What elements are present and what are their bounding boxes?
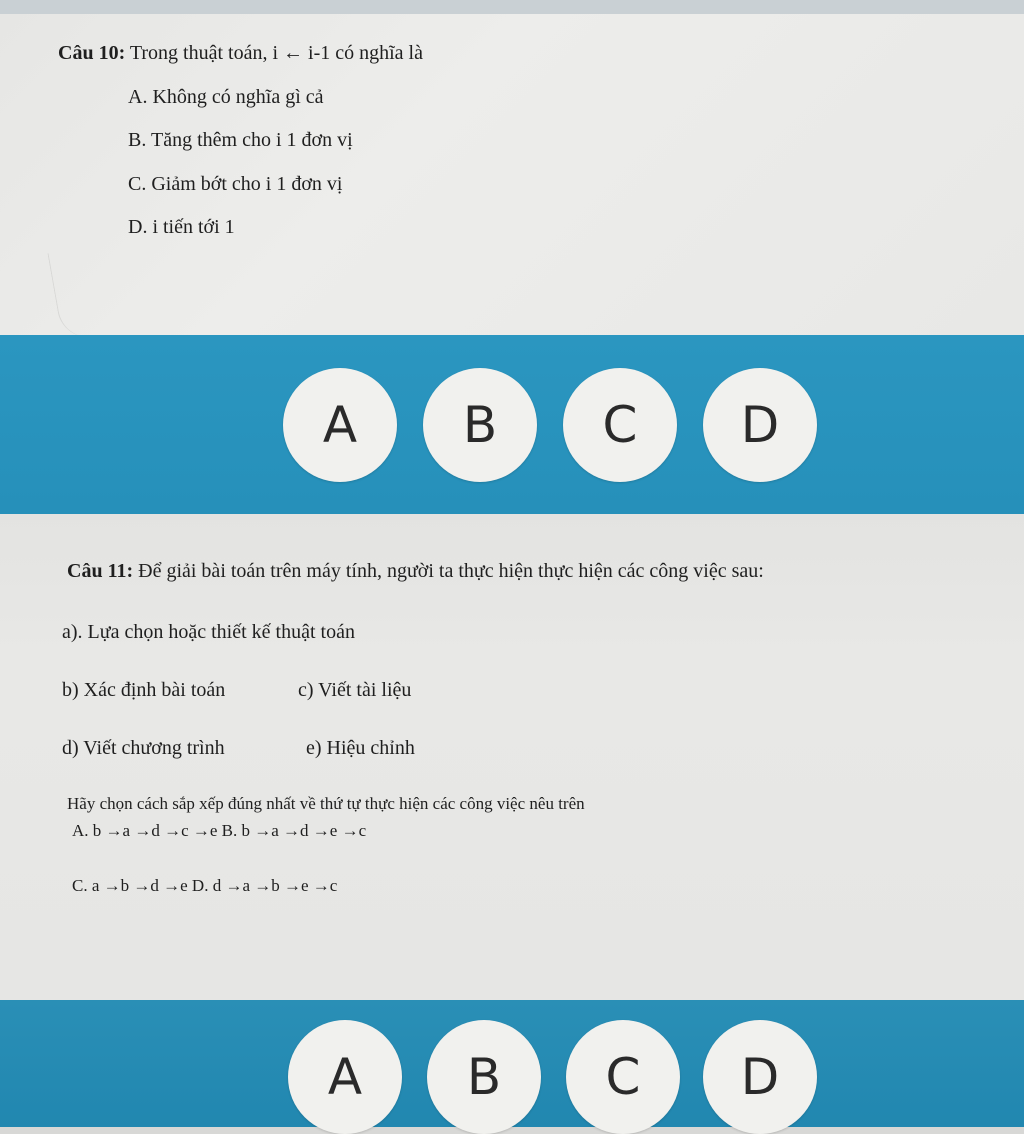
q11-item-d: d) Viết chương trình bbox=[62, 737, 225, 759]
answer-button-c[interactable]: C bbox=[566, 1020, 680, 1134]
top-edge bbox=[0, 0, 1024, 14]
q10-option-c: C. Giảm bớt cho i 1 đơn vị bbox=[128, 173, 343, 195]
q10-option-d: D. i tiến tới 1 bbox=[128, 216, 235, 238]
question-11-text: Để giải bài toán trên máy tính, người ta thực hiện thực hiện các công việc sau: bbox=[138, 560, 764, 582]
answer-bar-q10 bbox=[0, 335, 1024, 514]
q11-item-c: c) Viết tài liệu bbox=[298, 679, 412, 701]
q11-prompt: Hãy chọn cách sắp xếp đúng nhất về thứ tự thực hiện các công việc nêu trên bbox=[67, 794, 585, 813]
question-10-title bbox=[58, 42, 423, 65]
q11-item-a: a). Lựa chọn hoặc thiết kế thuật toán bbox=[62, 621, 355, 643]
question-10-panel bbox=[0, 0, 1024, 335]
answer-bar-q11 bbox=[0, 1000, 1024, 1127]
answer-button-b[interactable]: B bbox=[423, 368, 537, 482]
answer-button-b[interactable]: B bbox=[427, 1020, 541, 1134]
question-11-title bbox=[67, 560, 764, 583]
answer-button-a[interactable]: A bbox=[288, 1020, 402, 1134]
answer-button-d[interactable]: D bbox=[703, 1020, 817, 1134]
question-11-number: Câu 11: bbox=[67, 560, 134, 582]
q11-choices-row-1: A. b →a →d →c →e B. b →a →d →e →c bbox=[72, 821, 367, 840]
answer-button-d[interactable]: D bbox=[703, 368, 817, 482]
q11-choices-row-2: C. a →b →d →e D. d →a →b →e →c bbox=[72, 876, 338, 895]
q11-item-b: b) Xác định bài toán bbox=[62, 679, 226, 701]
answer-button-a[interactable]: A bbox=[283, 368, 397, 482]
question-10-text: Trong thuật toán, i ← i-1 có nghĩa là bbox=[129, 42, 423, 64]
answer-button-c[interactable]: C bbox=[563, 368, 677, 482]
screen-glare bbox=[47, 248, 93, 342]
q11-item-e: e) Hiệu chỉnh bbox=[306, 737, 415, 759]
q10-option-a: A. Không có nghĩa gì cả bbox=[128, 86, 324, 108]
question-11-panel bbox=[0, 514, 1024, 1000]
question-10-number: Câu 10: bbox=[58, 42, 126, 64]
q10-option-b: B. Tăng thêm cho i 1 đơn vị bbox=[128, 129, 353, 151]
